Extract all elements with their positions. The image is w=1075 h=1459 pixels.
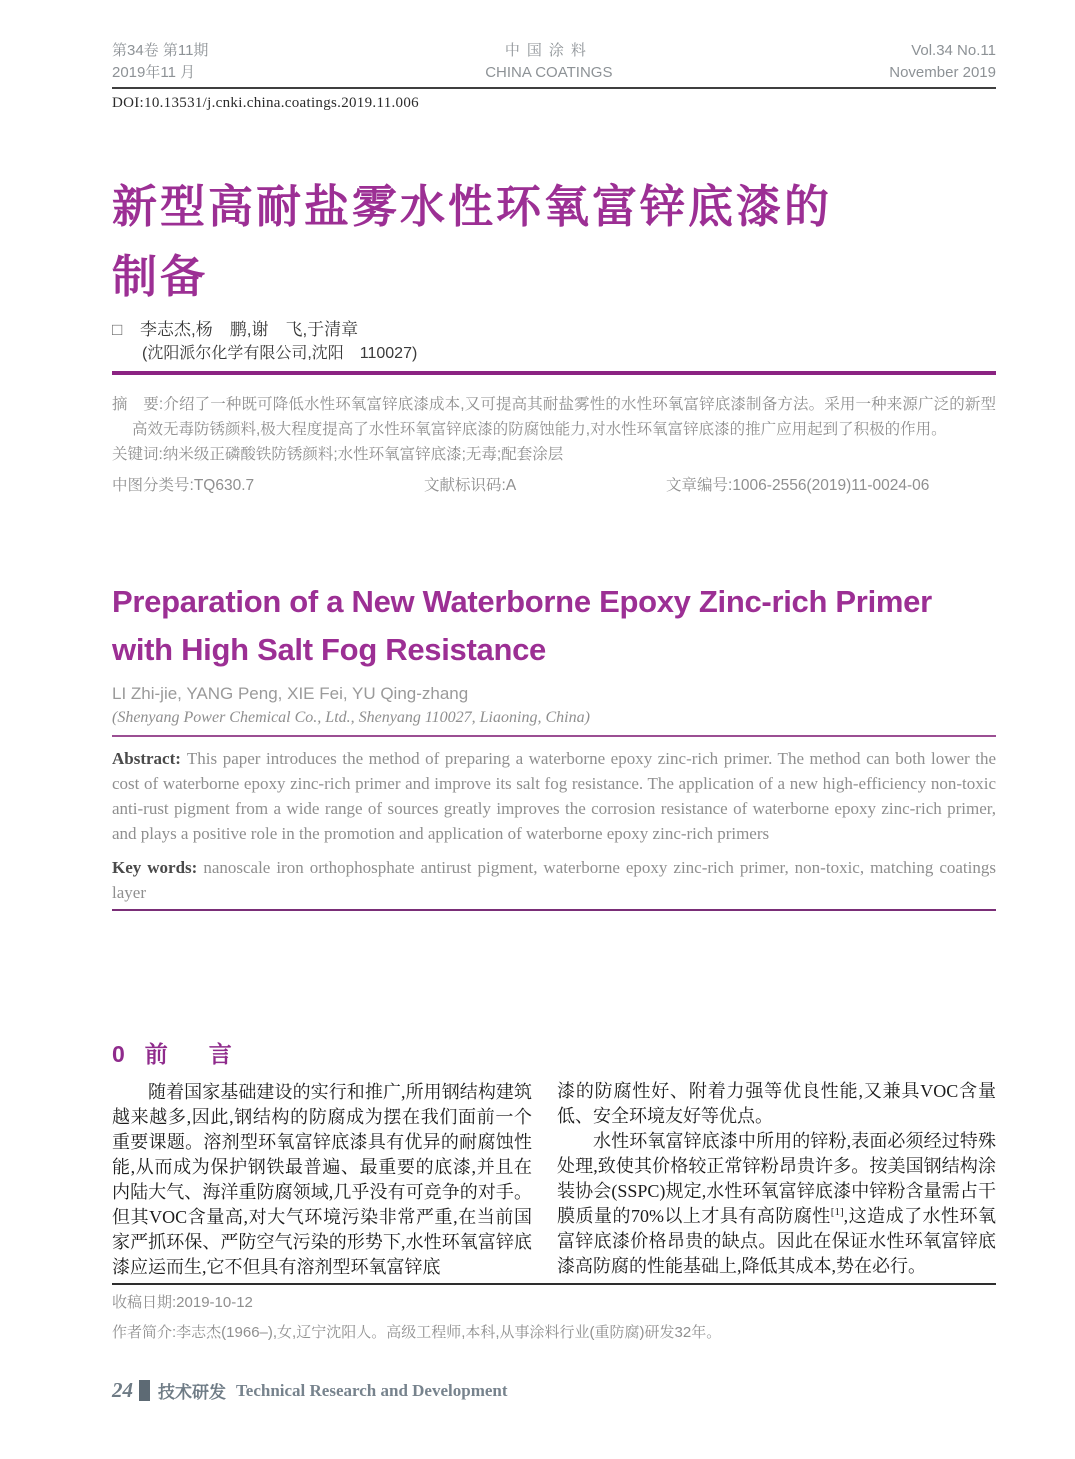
section-heading: [112, 1039, 532, 1069]
footnote-divider: [112, 1283, 996, 1285]
article-number-value: 1006-2556(2019)11-0024-06: [732, 477, 930, 494]
keywords-en: [112, 855, 996, 905]
abstract-cn-label: 摘 要:: [112, 396, 164, 413]
received-date-label: 收稿日期:: [112, 1294, 177, 1311]
journal-header: [112, 40, 996, 84]
section-number: 0: [112, 1041, 125, 1067]
abstract-en-text: This paper introduces the method of preparing a waterborne epoxy zinc-rich primer. The method can both lower the cost of waterborne epoxy zinc-rich primer and improve its salt fog resistance. The application of a new high-efficiency non-toxic anti-rust pigment from a wide range of sources greatly improves the corrosion resistance of waterborne epoxy zinc-rich primer, and plays a positive role in the promotion and application of waterborne epoxy zinc-rich primers: [112, 749, 996, 843]
affiliation-cn: (沈阳派尔化学有限公司,沈阳 110027): [142, 345, 418, 362]
journal-header-center: [485, 40, 612, 84]
abstract-en: [112, 746, 996, 846]
abstract-en-label: Abstract:: [112, 749, 181, 768]
authors-cn-row: [112, 318, 996, 342]
clc-value: TQ630.7: [193, 477, 255, 494]
authors-en: LI Zhi-jie, YANG Peng, XIE Fei, YU Qing-zhang: [112, 684, 469, 703]
journal-name-cn: 中国涂料: [504, 42, 593, 59]
intro-paragraph-right-2: [557, 1129, 996, 1279]
intro-paragraph-right-2b: ,这造成了水性环氧富锌底漆价格昂贵的缺点。因此在保证水性环氧富锌底漆高防腐的性能基础上,降低其成本,势在必行。: [557, 1206, 997, 1276]
article-title-en-line1: Preparation of a New Waterborne Epoxy Zinc-rich Primer: [112, 584, 932, 619]
page-number: 24: [112, 1378, 133, 1402]
issue-date-en: November 2019: [889, 64, 996, 81]
volume-issue-cn: 第34卷 第11期: [112, 42, 209, 59]
journal-header-right: [889, 40, 996, 84]
title-divider-thick: [112, 371, 996, 375]
intro-paragraph-left: 随着国家基础建设的实行和推广,所用钢结构建筑越来越多,因此,钢结构的防腐成为摆在我们面前一个重要课题。溶剂型环氧富锌底漆具有优异的耐腐蚀性能,从而成为保护钢铁最普遍、最重要的底漆,并且在内陆大气、海洋重防腐领域,几乎没有可竞争的对手。但其VOC含量高,对大气环境污染非常严重,在当前国家严抓环保、严防空气污染的形势下,水性环氧富锌底漆应运而生,它不但具有溶剂型环氧富锌底: [112, 1082, 532, 1277]
citation-superscript: [1]: [830, 1206, 844, 1218]
keywords-cn-text: 纳米级正磷酸铁防锈颜料;水性环氧富锌底漆;无毒;配套涂层: [162, 446, 564, 463]
article-title-cn-line2: 制备: [112, 251, 209, 302]
article-title-en-line2: with High Salt Fog Resistance: [112, 632, 546, 667]
keywords-en-text: nanoscale iron orthophosphate antirust pigment, waterborne epoxy zinc-rich primer, non-toxic, matching coatings layer: [112, 858, 996, 902]
abstract-divider-top: [112, 735, 996, 737]
body-column-right: [557, 1039, 996, 1280]
document-code: [424, 473, 666, 498]
page-footer: [112, 1378, 996, 1403]
abstract-cn: [112, 392, 996, 442]
doi: DOI:10.13531/j.cnki.china.coatings.2019.11.006: [112, 95, 419, 111]
keywords-en-label: Key words:: [112, 858, 198, 877]
header-divider: [112, 87, 996, 89]
keywords-cn: [112, 442, 996, 467]
article-title-en: [112, 578, 996, 674]
author-bio-label: 作者简介:: [112, 1324, 177, 1341]
footer-section-en: Technical Research and Development: [236, 1380, 508, 1400]
received-date-line: [112, 1291, 996, 1315]
body-column-left: [112, 1039, 532, 1280]
journal-header-left: [112, 40, 208, 84]
article-title-cn-line1: 新型高耐盐雾水性环氧富锌底漆的: [112, 181, 833, 232]
document-code-value: A: [505, 477, 517, 494]
article-title-cn: [112, 172, 996, 312]
issue-date-cn: 2019年11 月: [112, 64, 196, 81]
clc-label: 中图分类号:: [112, 477, 194, 494]
intro-paragraph-right-2a: 水性环氧富锌底漆中所用的锌粉,表面必须经过特殊处理,致使其价格较正常锌粉昂贵许多。按美国钢结构涂装协会(SSPC)规定,水性环氧富锌底漆中锌粉含量需占干膜质量的70%以上才具有高防腐性: [557, 1131, 996, 1226]
footer-bar-icon: [139, 1380, 150, 1401]
authors-cn: 李志杰,杨 鹏,谢 飞,于清章: [140, 320, 359, 339]
article-number: [666, 473, 929, 498]
author-bio-line: [112, 1321, 996, 1345]
keywords-cn-label: 关键词:: [112, 446, 163, 463]
author-bio-value: 李志杰(1966–),女,辽宁沈阳人。高级工程师,本科,从事涂料行业(重防腐)研发32年。: [176, 1324, 722, 1341]
journal-name-en: CHINA COATINGS: [485, 64, 613, 81]
section-title: 前 言: [144, 1041, 241, 1067]
footer-section-cn: 技术研发: [158, 1383, 226, 1402]
author-marker-icon: □: [112, 320, 123, 339]
page-content: [112, 0, 996, 1403]
abstract-cn-text: 介绍了一种既可降低水性环氧富锌底漆成本,又可提高其耐盐雾性的水性环氧富锌底漆制备方法。采用一种来源广泛的新型高效无毒防锈颜料,极大程度提高了水性环氧富锌底漆的防腐蚀能力,对水性环氧富锌底漆的推广应用起到了积极的作用。: [132, 396, 997, 438]
clc-number: [112, 473, 424, 498]
volume-issue-en: Vol.34 No.11: [911, 42, 996, 59]
abstract-divider-bottom: [112, 909, 996, 911]
affiliation-en: (Shenyang Power Chemical Co., Ltd., Shenyang 110027, Liaoning, China): [112, 709, 590, 726]
document-code-label: 文献标识码:: [424, 477, 506, 494]
intro-paragraph-right-1: 漆的防腐性好、附着力强等优良性能,又兼具VOC含量低、安全环境友好等优点。: [557, 1081, 996, 1126]
body-columns: [112, 1039, 996, 1280]
classification-row: [112, 473, 996, 498]
article-number-label: 文章编号:: [666, 477, 733, 494]
received-date-value: 2019-10-12: [176, 1294, 253, 1311]
